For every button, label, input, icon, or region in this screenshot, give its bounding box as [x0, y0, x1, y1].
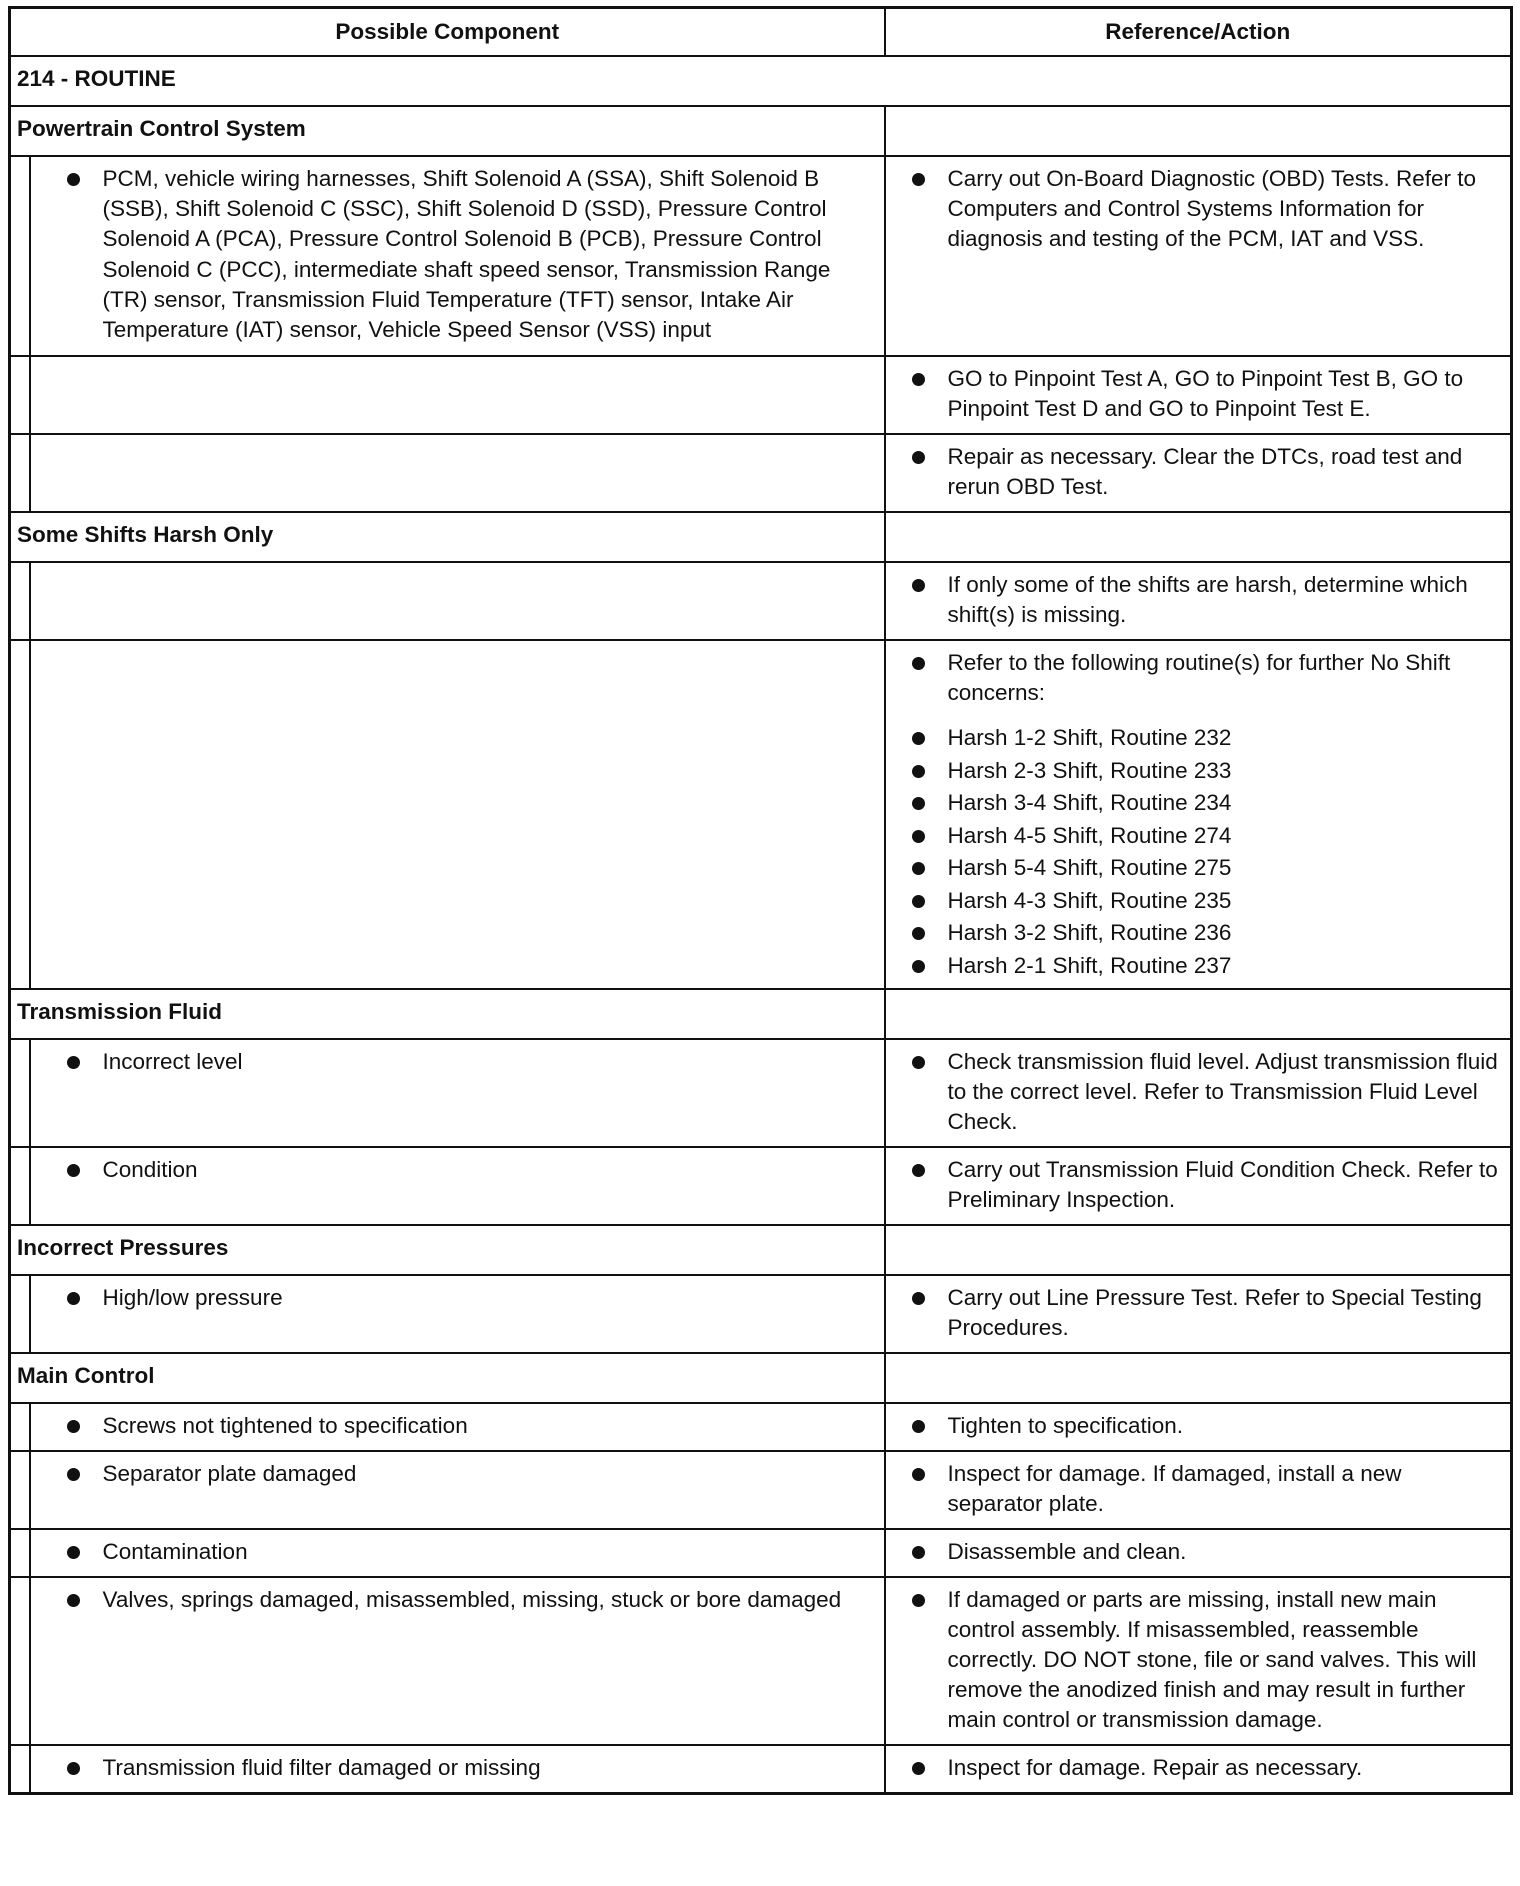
component-item: Screws not tightened to specification	[65, 1411, 876, 1441]
reference-cell	[885, 1147, 1512, 1225]
section-row-fluid	[10, 989, 1512, 1039]
routine-item: Harsh 3-2 Shift, Routine 236	[910, 917, 1503, 950]
reference-item: If damaged or parts are missing, install new main control assembly. If misassembled, reassemble correctly. DO NOT stone, file or sand valves. This will remove the anodized finish and may result in further main control or transmission damage.	[910, 1585, 1503, 1735]
row-gutter	[10, 1529, 30, 1577]
component-cell	[30, 1039, 885, 1147]
table-row	[10, 356, 1512, 434]
row-gutter	[10, 356, 30, 434]
reference-item: Carry out On-Board Diagnostic (OBD) Tests. Refer to Computers and Control Systems Information for diagnosis and testing of the PCM, IAT and VSS.	[910, 164, 1503, 254]
routine-list	[910, 722, 1503, 982]
component-item: Valves, springs damaged, misassembled, missing, stuck or bore damaged	[65, 1585, 876, 1615]
routine-item: Harsh 2-1 Shift, Routine 237	[910, 950, 1503, 983]
reference-item: Check transmission fluid level. Adjust transmission fluid to the correct level. Refer to Transmission Fluid Level Check.	[910, 1047, 1503, 1137]
component-cell	[30, 434, 885, 512]
reference-cell	[885, 562, 1512, 640]
component-cell	[30, 1451, 885, 1529]
section-ref-empty	[885, 106, 1512, 156]
header-reference-action: Reference/Action	[885, 8, 1512, 57]
table-row	[10, 1529, 1512, 1577]
component-item: Transmission fluid filter damaged or missing	[65, 1753, 876, 1783]
routine-item: Harsh 4-5 Shift, Routine 274	[910, 820, 1503, 853]
reference-item: Inspect for damage. Repair as necessary.	[910, 1753, 1503, 1783]
reference-cell	[885, 1577, 1512, 1745]
table-row	[10, 640, 1512, 989]
row-gutter	[10, 1403, 30, 1451]
component-cell	[30, 1577, 885, 1745]
reference-cell	[885, 156, 1512, 356]
reference-item: If only some of the shifts are harsh, determine which shift(s) is missing.	[910, 570, 1503, 630]
component-item: Contamination	[65, 1537, 876, 1567]
reference-item: Repair as necessary. Clear the DTCs, road test and rerun OBD Test.	[910, 442, 1503, 502]
table-row	[10, 1577, 1512, 1745]
component-item: Condition	[65, 1155, 876, 1185]
section-title-powertrain: Powertrain Control System	[10, 106, 885, 156]
row-gutter	[10, 1147, 30, 1225]
routine-item: Harsh 4-3 Shift, Routine 235	[910, 885, 1503, 918]
component-item: Separator plate damaged	[65, 1459, 876, 1489]
reference-cell	[885, 1529, 1512, 1577]
diagnostic-table	[8, 6, 1513, 1795]
routine-title-row	[10, 56, 1512, 106]
row-gutter	[10, 434, 30, 512]
component-cell	[30, 640, 885, 989]
table-row	[10, 1147, 1512, 1225]
section-title-pressures: Incorrect Pressures	[10, 1225, 885, 1275]
table-row	[10, 1403, 1512, 1451]
row-gutter	[10, 1577, 30, 1745]
reference-cell	[885, 356, 1512, 434]
component-cell	[30, 1403, 885, 1451]
component-cell	[30, 1147, 885, 1225]
table-row	[10, 434, 1512, 512]
section-row-pressures	[10, 1225, 1512, 1275]
diagnostic-table-page	[8, 6, 1510, 1795]
section-title-main-control: Main Control	[10, 1353, 885, 1403]
row-gutter	[10, 156, 30, 356]
row-gutter	[10, 1039, 30, 1147]
reference-cell	[885, 434, 1512, 512]
header-row	[10, 8, 1512, 57]
row-gutter	[10, 1275, 30, 1353]
reference-item: Inspect for damage. If damaged, install a new separator plate.	[910, 1459, 1503, 1519]
component-item: PCM, vehicle wiring harnesses, Shift Solenoid A (SSA), Shift Solenoid B (SSB), Shift Solenoid C (SSC), Shift Solenoid D (SSD), Pressure Control Solenoid A (PCA), Pressure Control Solenoid B (PCB), Pressure Control Solenoid C (PCC), intermediate shaft speed sensor, Transmission Range (TR) sensor, Transmission Fluid Temperature (TFT) sensor, Intake Air Temperature (IAT) sensor, Vehicle Speed Sensor (VSS) input	[65, 164, 876, 345]
component-item: High/low pressure	[65, 1283, 876, 1313]
row-gutter	[10, 1451, 30, 1529]
component-cell	[30, 1529, 885, 1577]
reference-cell	[885, 640, 1512, 989]
component-cell	[30, 1275, 885, 1353]
section-title-shifts: Some Shifts Harsh Only	[10, 512, 885, 562]
reference-cell	[885, 1451, 1512, 1529]
component-cell	[30, 156, 885, 356]
section-ref-empty	[885, 1225, 1512, 1275]
section-ref-empty	[885, 512, 1512, 562]
table-row	[10, 1451, 1512, 1529]
reference-item: GO to Pinpoint Test A, GO to Pinpoint Test B, GO to Pinpoint Test D and GO to Pinpoint Test E.	[910, 364, 1503, 424]
table-row	[10, 562, 1512, 640]
row-gutter	[10, 640, 30, 989]
component-cell	[30, 562, 885, 640]
header-possible-component: Possible Component	[10, 8, 885, 57]
table-row	[10, 1039, 1512, 1147]
section-row-powertrain	[10, 106, 1512, 156]
section-row-main-control	[10, 1353, 1512, 1403]
section-title-fluid: Transmission Fluid	[10, 989, 885, 1039]
reference-cell	[885, 1745, 1512, 1794]
section-ref-empty	[885, 1353, 1512, 1403]
section-row-shifts	[10, 512, 1512, 562]
component-cell	[30, 356, 885, 434]
row-gutter	[10, 562, 30, 640]
component-item: Incorrect level	[65, 1047, 876, 1077]
routine-item: Harsh 1-2 Shift, Routine 232	[910, 722, 1503, 755]
routine-item: Harsh 5-4 Shift, Routine 275	[910, 852, 1503, 885]
component-cell	[30, 1745, 885, 1794]
reference-item: Carry out Transmission Fluid Condition Check. Refer to Preliminary Inspection.	[910, 1155, 1503, 1215]
table-row	[10, 1745, 1512, 1794]
reference-cell	[885, 1403, 1512, 1451]
reference-item: Carry out Line Pressure Test. Refer to Special Testing Procedures.	[910, 1283, 1503, 1343]
reference-cell	[885, 1039, 1512, 1147]
table-row	[10, 156, 1512, 356]
routine-title: 214 - ROUTINE	[10, 56, 1512, 106]
table-row	[10, 1275, 1512, 1353]
row-gutter	[10, 1745, 30, 1794]
reference-item: Tighten to specification.	[910, 1411, 1503, 1441]
reference-cell	[885, 1275, 1512, 1353]
routine-item: Harsh 3-4 Shift, Routine 234	[910, 787, 1503, 820]
section-ref-empty	[885, 989, 1512, 1039]
routine-item: Harsh 2-3 Shift, Routine 233	[910, 755, 1503, 788]
reference-item: Disassemble and clean.	[910, 1537, 1503, 1567]
reference-item: Refer to the following routine(s) for further No Shift concerns:	[910, 648, 1503, 708]
